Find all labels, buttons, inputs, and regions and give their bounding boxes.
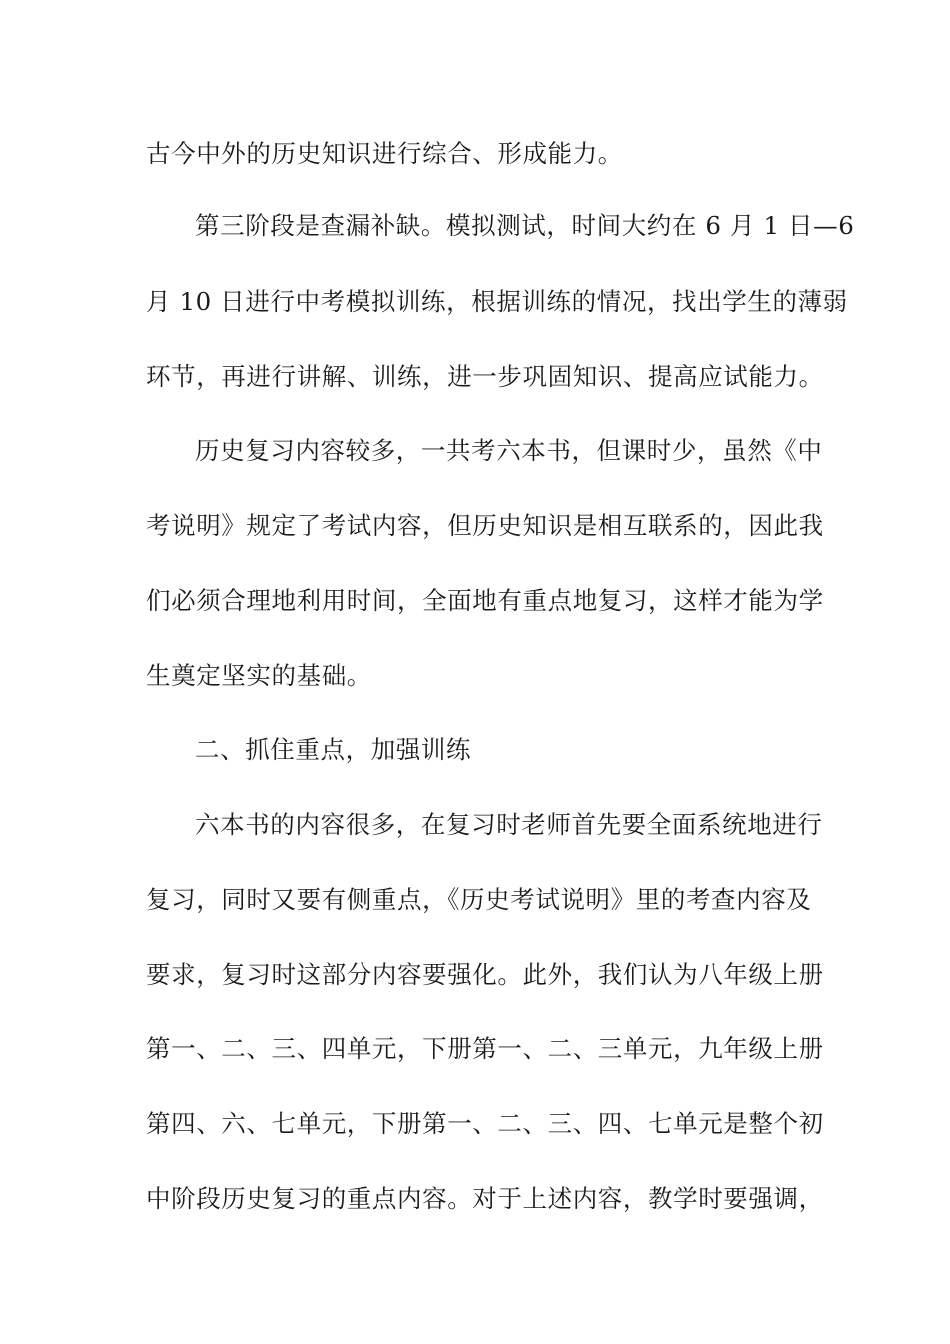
text-line: 考说明》规定了考试内容，但历史知识是相互联系的，因此我 [146,511,824,540]
section-heading: 二、抓住重点，加强训练 [195,735,472,764]
text-line: 第四、六、七单元，下册第一、二、三、四、七单元是整个初 [146,1109,824,1138]
text-line: 历史复习内容较多，一共考六本书，但课时少，虽然《中 [195,436,823,465]
text-line: 月 10 日进行中考模拟训练，根据训练的情况，找出学生的薄弱 [146,287,848,316]
text-line: 要求，复习时这部分内容要强化。此外，我们认为八年级上册 [146,960,824,989]
text-line: 六本书的内容很多，在复习时老师首先要全面系统地进行 [195,810,823,839]
text-line: 环节，再进行讲解、训练，进一步巩固知识、提高应试能力。 [146,362,824,391]
text-line: 中阶段历史复习的重点内容。对于上述内容，教学时要强调， [146,1184,824,1213]
text-line: 第一、二、三、四单元，下册第一、二、三单元，九年级上册 [146,1034,824,1063]
text-line: 们必须合理地利用时间，全面地有重点地复习，这样才能为学 [146,586,824,615]
text-line: 第三阶段是查漏补缺。模拟测试，时间大约在 6 月 1 日—6 [195,211,855,240]
text-line: 古今中外的历史知识进行综合、形成能力。 [146,139,623,168]
text-line: 生奠定坚实的基础。 [146,661,372,690]
text-line: 复习，同时又要有侧重点，《历史考试说明》里的考查内容及 [146,885,812,914]
